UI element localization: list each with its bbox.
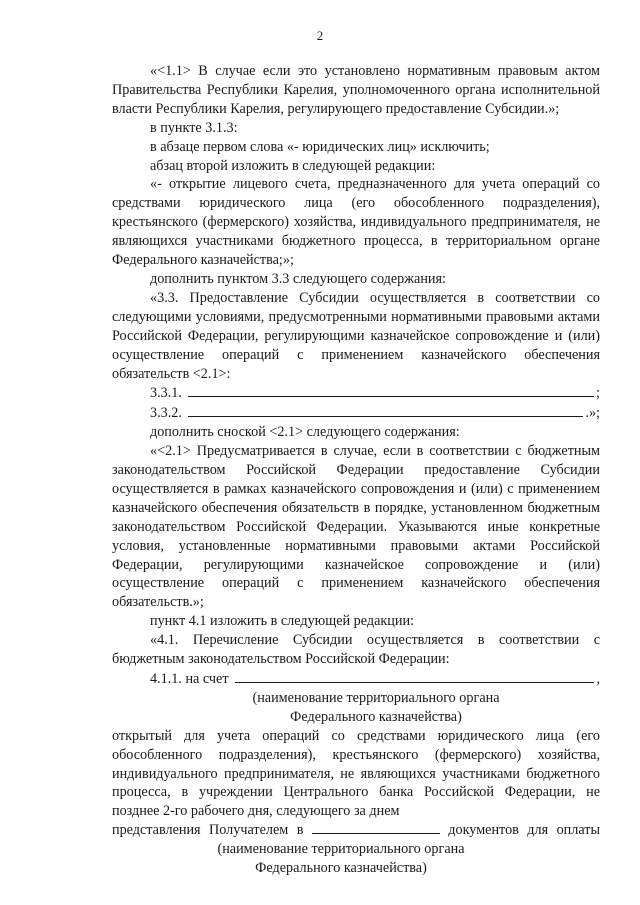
blank-item-line[interactable] [188, 383, 594, 397]
blank-item-suffix: .»; [585, 405, 600, 422]
paragraph-group-2 [112, 423, 600, 669]
caption-1-line-1: (наименование территориального органа [252, 689, 500, 706]
last-line-before: представления Получателем в [112, 822, 304, 839]
paragraph: «- открытие лицевого счета, предназначенного для учета операций со средствами юридического лица (его обособленного подразделения), крестьянского (фермерского) хозяйства, индивидуального предпринимателя, не являющихся участниками бюджетного процесса, в территориальном органе Федерального казначейства;»; [112, 176, 600, 269]
blank-item-suffix: ; [596, 385, 600, 402]
caption-2-line-2: Федерального казначейства) [255, 860, 427, 877]
blank-item-line[interactable] [188, 403, 583, 417]
treasury-blank[interactable] [312, 821, 440, 834]
paragraph: «3.3. Предоставление Субсидии осуществляется в соответствии со следующими условиями, предусмотренными нормативными правовыми актами Российской Федерации, регулирующими казначейское сопровождение и (или) осуществление операций с применением казначейского обеспечения обязательств <2.1>: [112, 289, 600, 382]
blank-item-label: 3.3.1. [150, 385, 182, 402]
blank-items [112, 383, 600, 423]
paragraph: в абзаце первом слова «- юридических лиц» исключить; [150, 138, 490, 155]
caption-1-line-2: Федерального казначейства) [290, 708, 462, 725]
account-blank[interactable] [235, 669, 595, 683]
paragraph: абзац второй изложить в следующей редакции: [150, 157, 436, 174]
caption-2-line-1: (наименование территориального органа [217, 841, 465, 858]
paragraph-account-details: открытый для учета операций со средствами юридического лица (его обособленного подразделения), крестьянского (фермерского) хозяйства, индивидуального предпринимателя, не являющихся участниками бюджетного процесса, в учреждении Центрального банка Российской Федерации, не позднее 2-го рабочего дня, следующего за днем [112, 727, 600, 820]
blank-item-label: 3.3.2. [150, 405, 182, 422]
blank-item-row [112, 403, 600, 423]
document-body [112, 62, 600, 878]
account-label: 4.1.1. на счет [150, 671, 229, 687]
paragraph: «<1.1> В случае если это установлено нормативным правовым актом Правительства Республики Карелия, уполномоченного органа исполнительной власти Республики Карелия, регулирующего предоставление Субсидии.»; [112, 63, 600, 117]
paragraph: пункт 4.1 изложить в следующей редакции: [150, 613, 414, 630]
paragraph: «<2.1> Предусматривается в случае, если в соответствии с бюджетным законодательством Российской Федерации предоставление Субсидии осуществляется в рамках казначейского сопровождения и (или) с применением казначейского обеспечения обязательств в порядке, установленном бюджетным законодательством Российской Федерации. Указываются иные конкретные условия, установленные нормативными правовыми актами Российской Федерации, регулирующими казначейское сопровождение и (или) осуществление операций с применением казначейского обеспечения обязательств.»; [112, 443, 600, 611]
account-suffix: , [596, 671, 600, 687]
blank-item-row [112, 383, 600, 403]
paragraph: дополнить пунктом 3.3 следующего содержания: [150, 270, 446, 287]
last-line [112, 821, 600, 840]
paragraph-group-1 [112, 62, 600, 383]
paragraph: в пункте 3.1.3: [150, 119, 238, 136]
paragraph: дополнить сноской <2.1> следующего содержания: [150, 424, 460, 441]
last-line-after: документов для оплаты [448, 822, 600, 839]
page-number: 2 [316, 28, 324, 43]
paragraph: «4.1. Перечисление Субсидии осуществляется в соответствии с бюджетным законодательством Российской Федерации: [112, 632, 600, 668]
account-line [112, 669, 600, 689]
